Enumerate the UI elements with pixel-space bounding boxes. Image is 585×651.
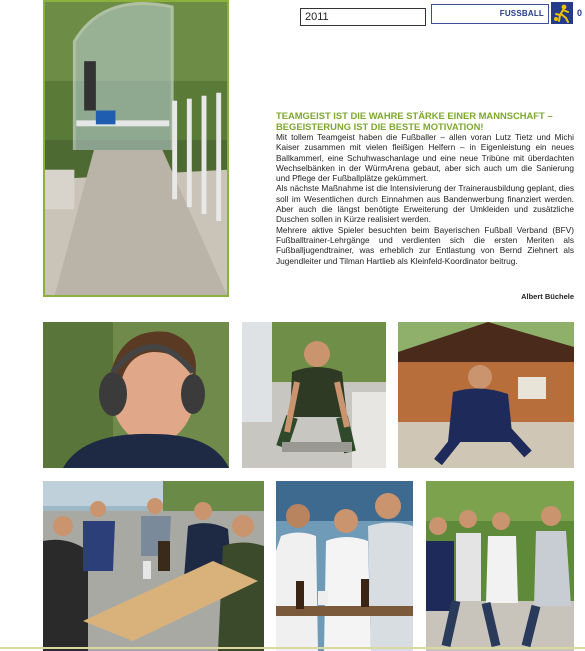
article-paragraph: Als nächste Maßnahme ist die Intensivierung der Trainerausbildung geplant, dies soll im Wesentlichen durch Einnahmen aus Bandenwerbung finanziert werden. Aber auch die längst benötigte Erweiterung der Umkleiden und zusätzliche Duschen sollen in Kürze realisiert werden. bbox=[276, 183, 574, 225]
article-paragraph: Mit tollem Teamgeist haben die Fußballer – allen voran Lutz Tietz und Michi Kaiser zusammen mit vielen fleißigen Helfern – in Eigenleistung ein neues Ballkammerl, eine Schuhwaschanlage und eine neue Tribüne mit überdachten Wechselbänken in der WürmArena gebaut, aber sich auch um die Sanierung und Pflege der Fußballplätze gekümmert. bbox=[276, 132, 574, 184]
article-paragraph: Mehrere aktive Spieler besuchten beim Bayerischen Fußball Verband (BFV) Fußballtrainer-Lehrgänge und verdienten sich die ersten Meriten als Fußballjugendtrainer, was erheblich zur Entlastung von Bernd Ziehnert als Jugendleiter und Tilman Hartlieb als Kleinfeld-Koordinator beitrug. bbox=[276, 224, 574, 266]
photo-man-at-hut bbox=[398, 322, 574, 468]
headline-line-1: TEAMGEIST IST DIE WAHRE STÄRKE EINER MANNSCHAFT – bbox=[276, 110, 553, 121]
year-field bbox=[300, 8, 426, 26]
photo-group-at-table bbox=[43, 481, 264, 651]
hero-photo-player-bench bbox=[43, 0, 229, 297]
section-label: FUSSBALL bbox=[499, 9, 544, 18]
photo-young-players-bench bbox=[426, 481, 574, 651]
soccer-player-icon bbox=[551, 2, 573, 24]
page-number: 0 bbox=[577, 8, 583, 18]
year-label: 2011 bbox=[305, 11, 329, 23]
headline-line-2: BEGEISTERUNG IST DIE BESTE MOTIVATION! bbox=[276, 121, 484, 132]
photo-man-ear-defenders bbox=[43, 322, 229, 468]
article-author: Albert Büchele bbox=[521, 292, 574, 301]
article-headline bbox=[276, 110, 576, 132]
photo-worker-paving bbox=[242, 322, 386, 468]
section-tab bbox=[431, 4, 549, 24]
article-body bbox=[276, 132, 574, 266]
page-bottom-rule bbox=[0, 647, 585, 649]
photo-three-young-players bbox=[276, 481, 413, 651]
